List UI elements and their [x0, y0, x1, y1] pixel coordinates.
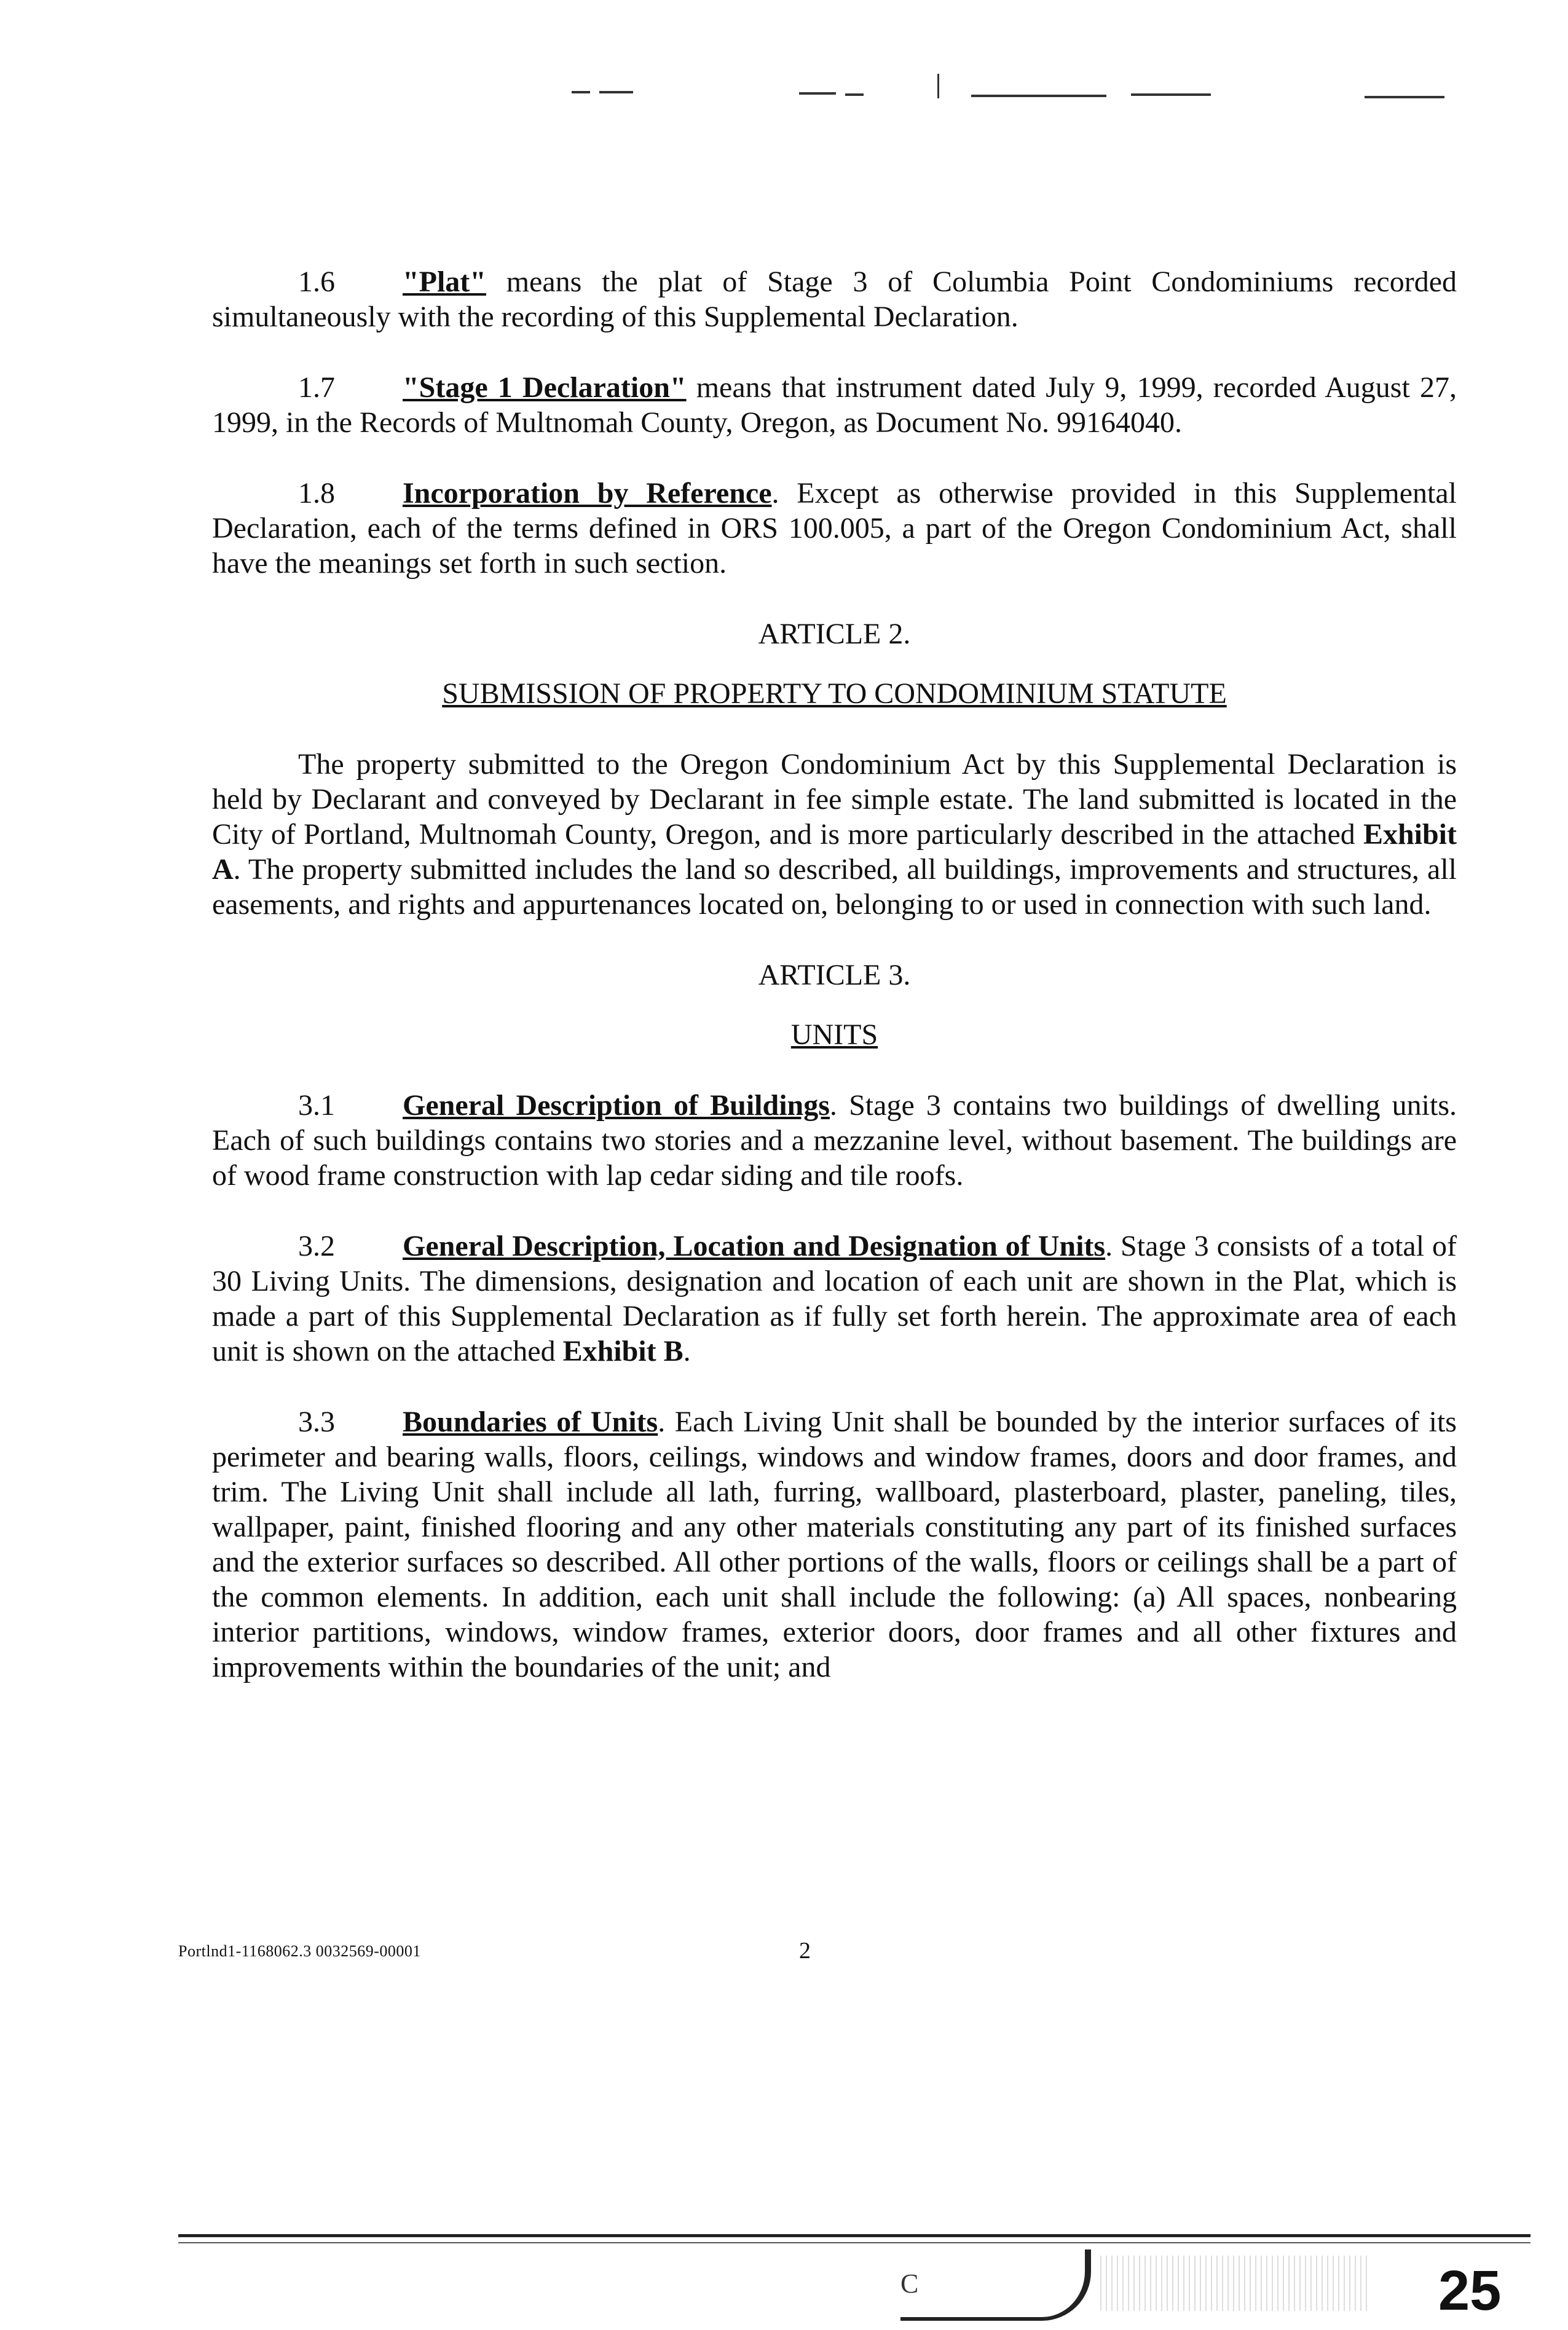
stamp-bracket-mark [900, 2249, 1091, 2321]
scan-noise [1100, 2256, 1371, 2311]
section-text: . Each Living Unit shall be bounded by the interior surfaces of its perimeter and bearing walls, floors, ceilings, windows and window frames, doors and door frames, and trim. The Living Unit shall include all lath, furring, wallboard, plasterboard, plaster, paneling, tiles, wallpaper, paint, finished flooring and any other materials constituting any part of its finished surfaces and the exterior surfaces so described. All other portions of the walls, floors or ceilings shall be a part of the common elements. In addition, each unit shall include the following: (a) All spaces, nonbearing interior partitions, windows, window frames, exterior doors, door frames and all other fixtures and improvements within the boundaries of the unit; and [212, 1406, 1457, 1683]
section-text-b: . [683, 1335, 691, 1368]
section-text: means the plat of Stage 3 of Columbia Point Condominiums recorded simultaneously with the recording of this Supplemental Declaration. [212, 266, 1457, 333]
section-heading: Boundaries of Units [403, 1406, 658, 1438]
section-text-a: . Stage 3 consists of a total of 30 Living Units. The dimensions, designation and location of each unit are shown in the Plat, which is made a part of this Supplemental Declaration as if fully set forth herein. The approximate area of each unit is shown on the attached [212, 1230, 1457, 1368]
section-text: . Stage 3 contains two buildings of dwelling units. Each of such buildings contains two stories and a mezzanine level, without basement. The buildings are of wood frame construction with lap cedar siding and tile roofs. [212, 1089, 1457, 1192]
article-2-heading: ARTICLE 2. [758, 618, 911, 650]
section-number: 1.6 [298, 266, 335, 298]
exhibit-b-ref: Exhibit B [562, 1335, 684, 1368]
section-3-2 [212, 1229, 1457, 1369]
section-text: . Except as otherwise provided in this Supplemental Declaration, each of the terms defined in ORS 100.005, a part of the Oregon Condominium Act, shall have the meanings set forth in such section. [212, 477, 1457, 580]
scan-artifacts-top [0, 74, 1568, 111]
section-heading: Incorporation by Reference [403, 477, 772, 510]
section-3-3 [212, 1404, 1457, 1685]
section-number: 1.7 [298, 371, 335, 404]
section-heading: General Description, Location and Designation of Units [403, 1230, 1106, 1262]
section-1-8 [212, 476, 1457, 581]
article-2-text-b: . The property submitted includes the land so described, all buildings, improvements and structures, all easements, and rights and appurtenances located on, belonging to or used in connection with such land. [212, 853, 1457, 921]
article-3-title: UNITS [790, 1018, 878, 1051]
defined-term: "Plat" [403, 266, 486, 298]
section-number: 3.1 [298, 1089, 335, 1122]
article-3-heading: ARTICLE 3. [758, 959, 911, 991]
section-1-7 [212, 370, 1457, 440]
section-3-1 [212, 1088, 1457, 1193]
section-heading: General Description of Buildings [403, 1089, 830, 1122]
stamp-number: 25 [1438, 2259, 1502, 2322]
article-2-text-a: The property submitted to the Oregon Condominium Act by this Supplemental Declaration is held by Declarant and conveyed by Declarant in fee simple estate. The land submitted is located in the City of Portland, Multnomah County, Oregon, and is more particularly described in the attached [212, 748, 1457, 851]
section-text: means that instrument dated July 9, 1999, recorded August 27, 1999, in the Records of Multnomah County, Oregon, as Document No. 99164040. [212, 371, 1457, 439]
stamp-glyph: C [900, 2269, 919, 2299]
bottom-rule [178, 2234, 1531, 2237]
bottom-rule-thin [178, 2242, 1531, 2243]
article-2-paragraph [212, 747, 1457, 922]
footer-page-number: 2 [799, 1938, 811, 1964]
body-text [212, 264, 1457, 1720]
article-2-title: SUBMISSION OF PROPERTY TO CONDOMINIUM STATUTE [442, 677, 1227, 710]
exhibit-a-ref: Exhibit A [212, 818, 1457, 886]
footer-document-id: Portlnd1-1168062.3 0032569-00001 [178, 1942, 421, 1960]
section-number: 3.2 [298, 1230, 335, 1262]
section-1-6 [212, 264, 1457, 334]
section-number: 1.8 [298, 477, 335, 510]
defined-term: "Stage 1 Declaration" [403, 371, 687, 404]
section-number: 3.3 [298, 1406, 335, 1438]
